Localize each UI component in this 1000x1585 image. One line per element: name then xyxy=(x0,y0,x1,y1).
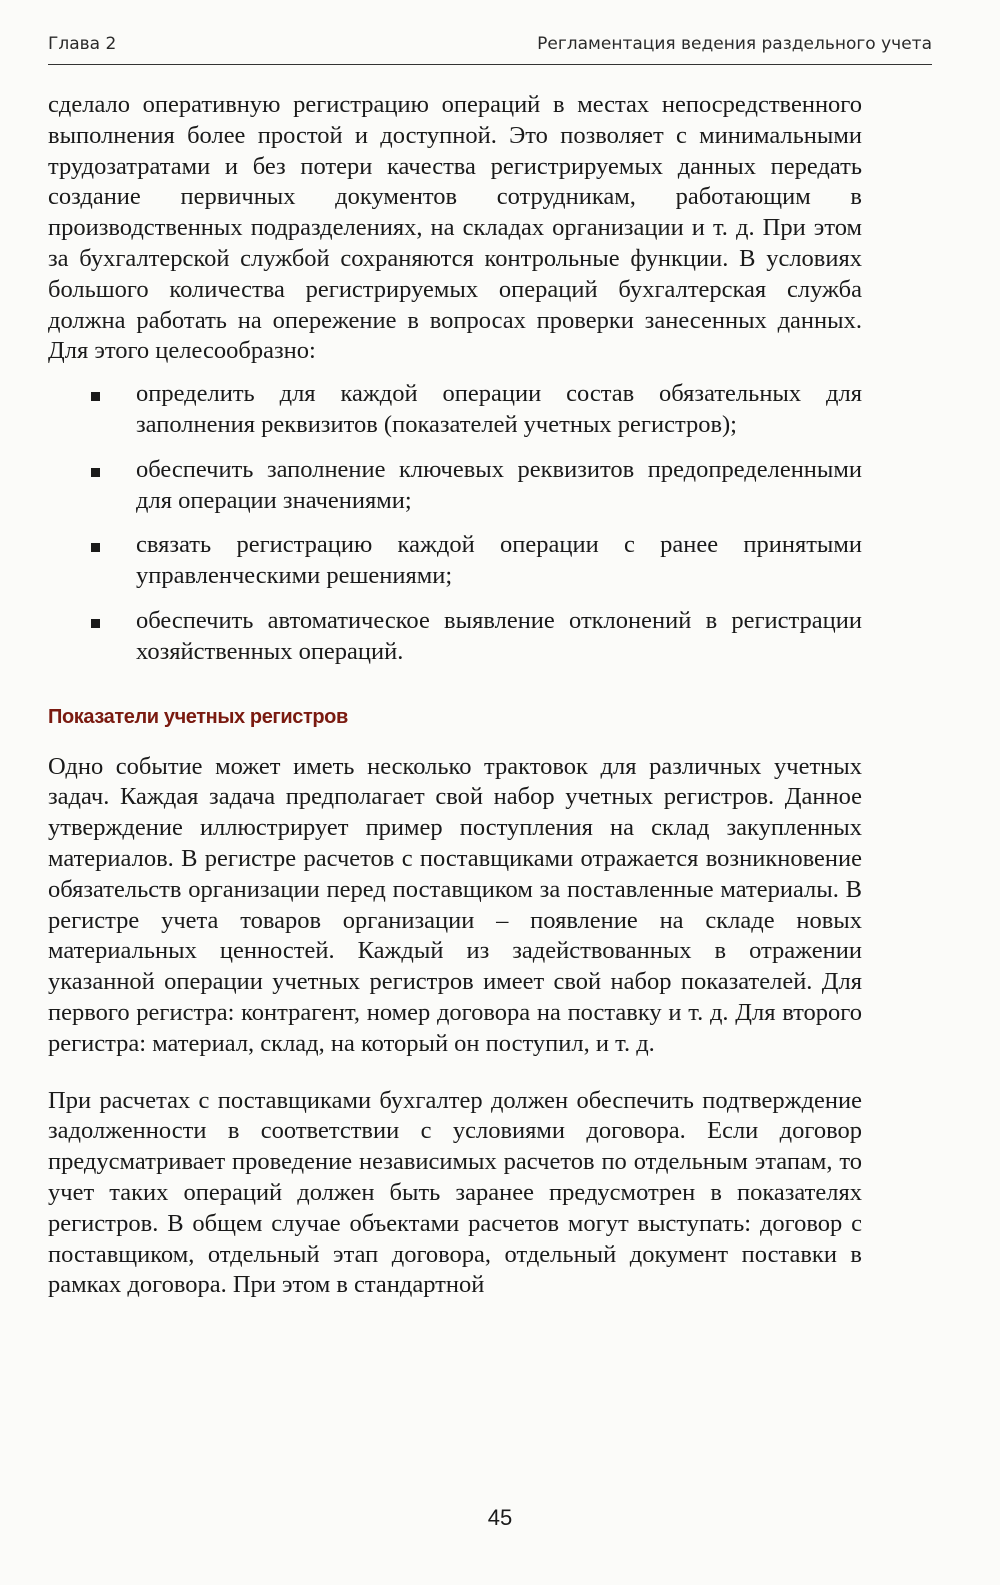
paragraph-settlements: При расчетах с поставщиками бухгалтер должен обеспечить подтверждение задолженности в соответствии с условиями договора. Если договор предусматривает проведение независимых расчетов по отдельным этапам, то учет таких операций должен быть заранее предусмотрен в показателях регистров. В общем случае объектами расчетов могут выступать: договор с поставщиком, отдельный этап договора, отдельный документ поставки в рамках договора. При этом в стандартной xyxy=(48,1086,862,1299)
chapter-label: Глава 2 xyxy=(48,34,117,54)
paragraph-intro: сделало оперативную регистрацию операций в местах непосредственного выполнения более простой и доступной. Это позволяет с минимальными трудозатратами и без потери качества регистрируемых данных передать создание первичных документов сотрудникам, работающим в производственных подразделениях, на складах организации и т. д. При этом за бухгалтерской службой сохраняются контрольные функции. В условиях большого количества регистрируемых операций бухгалтерская служба должна работать на опережение в вопросах проверки занесенных данных. Для этого целесообразно: xyxy=(48,91,862,365)
list-item-text: обеспечить автоматическое выявление отклонений в регистрации хозяйственных операций. xyxy=(136,606,862,665)
section-title: Регламентация ведения раздельного учета xyxy=(537,34,932,54)
list-item xyxy=(48,606,862,668)
square-bullet-icon xyxy=(91,468,100,477)
list-item-text: связать регистрацию каждой операции с ранее принятыми управленческими решениями; xyxy=(136,531,862,590)
page-number: 45 xyxy=(487,1505,513,1530)
bullet-list xyxy=(48,379,862,667)
paragraph-indicators: Одно событие может иметь несколько трактовок для различных учетных задач. Каждая задача предполагает свой набор учетных регистров. Данное утверждение иллюстрирует пример поступления на склад закупленных материалов. В регистре расчетов с поставщиками отражается возникновение обязательств организации перед поставщиком за поставленные материалы. В регистре учета товаров организации – появление на складе новых материальных ценностей. Каждый из задействованных в отражении указанной операции учетных регистров имеет свой набор показателей. Для первого регистра: контрагент, номер договора на поставку и т. д. Для второго регистра: материал, склад, на который он поступил, и т. д. xyxy=(48,752,862,1057)
body-text xyxy=(48,90,862,1301)
section-subheading: Показатели учетных регистров xyxy=(48,705,348,728)
running-header xyxy=(48,30,932,65)
list-item-text: определить для каждой операции состав обязательных для заполнения реквизитов (показателей учетных регистров); xyxy=(136,380,862,438)
list-item-text: обеспечить заполнение ключевых реквизитов предопределенными для операции значениями; xyxy=(136,455,862,514)
square-bullet-icon xyxy=(91,543,100,552)
square-bullet-icon xyxy=(91,392,100,401)
paragraph-gap xyxy=(48,1060,862,1086)
square-bullet-icon xyxy=(91,619,100,628)
list-item xyxy=(48,455,862,517)
list-item xyxy=(48,530,862,592)
list-item xyxy=(48,379,862,441)
